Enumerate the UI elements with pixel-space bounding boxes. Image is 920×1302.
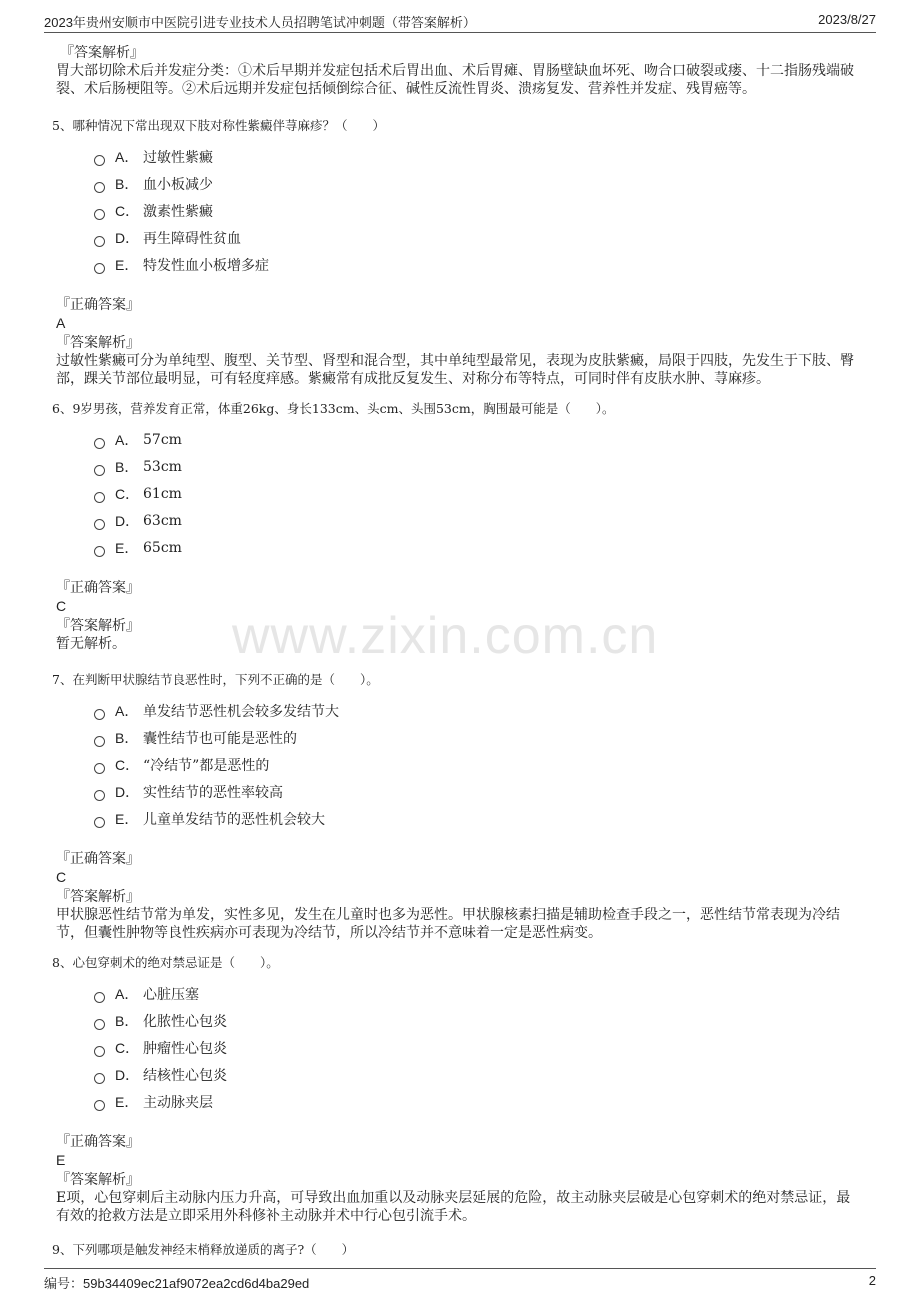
option-a[interactable] — [94, 697, 864, 724]
option-letter: A． — [115, 431, 139, 448]
option-letter: B． — [115, 1012, 139, 1029]
question-block — [52, 1241, 864, 1259]
correct-answer: C — [56, 598, 67, 614]
option-d[interactable] — [94, 778, 864, 805]
radio-icon[interactable] — [94, 465, 105, 476]
option-c[interactable] — [94, 1034, 864, 1061]
option-list — [94, 980, 864, 1115]
option-text: 化脓性心包炎 — [143, 1013, 227, 1030]
analysis-text: 胃大部切除术后并发症分类：①术后早期并发症包括术后胃出血、术后胃瘫、胃肠壁缺血坏死、吻合口破裂或瘘、十二指肠残端破裂、术后肠梗阻等。②术后远期并发症包括倾倒综合征、碱性反流性胃炎、溃疡复发、营养性并发症、残胃癌等。 — [56, 63, 854, 97]
radio-icon[interactable] — [94, 155, 105, 166]
radio-icon[interactable] — [94, 236, 105, 247]
option-a[interactable] — [94, 426, 864, 453]
option-letter: D． — [115, 229, 140, 246]
option-text: “冷结节”都是恶性的 — [143, 757, 270, 774]
intro-analysis-block — [56, 44, 864, 98]
radio-icon[interactable] — [94, 1100, 105, 1111]
page-footer — [44, 1268, 876, 1291]
option-text: 61cm — [143, 485, 182, 502]
correct-answer-label: 『正确答案』 — [56, 851, 140, 867]
option-text: 血小板减少 — [143, 176, 213, 193]
correct-answer: E — [56, 1152, 66, 1168]
option-letter: B． — [115, 175, 139, 192]
option-text: 65cm — [143, 539, 182, 556]
question-text: 7、在判断甲状腺结节良恶性时，下列不正确的是（ ）。 — [52, 672, 379, 687]
option-text: 53cm — [143, 458, 182, 475]
radio-icon[interactable] — [94, 1046, 105, 1057]
option-c[interactable] — [94, 197, 864, 224]
option-letter: A． — [115, 702, 139, 719]
option-text: 儿童单发结节的恶性机会较大 — [143, 811, 325, 828]
watermark: www.zixin.com.cn — [232, 607, 659, 665]
option-text: 心脏压塞 — [143, 986, 199, 1003]
option-text: 单发结节恶性机会较多发结节大 — [143, 703, 339, 720]
correct-answer-label: 『正确答案』 — [56, 1134, 140, 1150]
option-text: 肿瘤性心包炎 — [143, 1040, 227, 1057]
option-letter: C． — [115, 202, 140, 219]
radio-icon[interactable] — [94, 492, 105, 503]
radio-icon[interactable] — [94, 736, 105, 747]
option-letter: D． — [115, 512, 140, 529]
option-d[interactable] — [94, 507, 864, 534]
document-title: 2023年贵州安顺市中医院引进专业技术人员招聘笔试冲刺题（带答案解析） — [44, 15, 476, 30]
analysis-label: 『答案解析』 — [60, 45, 144, 61]
option-text: 57cm — [143, 431, 182, 448]
option-list — [94, 697, 864, 832]
correct-answer: C — [56, 869, 67, 885]
option-b[interactable] — [94, 170, 864, 197]
option-b[interactable] — [94, 724, 864, 751]
radio-icon[interactable] — [94, 790, 105, 801]
correct-answer-label: 『正确答案』 — [56, 580, 140, 596]
radio-icon[interactable] — [94, 763, 105, 774]
option-c[interactable] — [94, 480, 864, 507]
page-header — [44, 10, 876, 33]
option-letter: C． — [115, 485, 140, 502]
option-text: 结核性心包炎 — [143, 1067, 227, 1084]
page-number: 2 — [868, 1273, 876, 1288]
option-letter: B． — [115, 729, 139, 746]
option-text: 主动脉夹层 — [143, 1094, 213, 1111]
radio-icon[interactable] — [94, 519, 105, 530]
option-letter: E． — [115, 539, 139, 556]
radio-icon[interactable] — [94, 263, 105, 274]
option-e[interactable] — [94, 534, 864, 561]
question-block — [52, 117, 864, 388]
radio-icon[interactable] — [94, 209, 105, 220]
option-letter: B． — [115, 458, 139, 475]
option-letter: E． — [115, 810, 139, 827]
question-block — [52, 671, 864, 942]
analysis-label: 『答案解析』 — [56, 889, 140, 905]
option-text: 63cm — [143, 512, 182, 529]
option-letter: D． — [115, 783, 140, 800]
question-text: 8、心包穿刺术的绝对禁忌证是（ ）。 — [52, 955, 279, 970]
option-d[interactable] — [94, 224, 864, 251]
option-letter: D． — [115, 1066, 140, 1083]
analysis-text: 甲状腺恶性结节常为单发，实性多见，发生在儿童时也多为恶性。甲状腺核素扫描是辅助检查手段之一，恶性结节常表现为冷结节，但囊性肿物等良性疾病亦可表现为冷结节，所以冷结节并不意味着一定是恶性病变。 — [56, 907, 840, 941]
analysis-label: 『答案解析』 — [56, 335, 140, 351]
option-text: 激素性紫癜 — [143, 203, 213, 220]
option-text: 特发性血小板增多症 — [143, 257, 269, 274]
radio-icon[interactable] — [94, 992, 105, 1003]
question-text: 9、下列哪项是触发神经末梢释放递质的离子?（ ） — [52, 1242, 355, 1257]
option-list — [94, 426, 864, 561]
page-content — [52, 44, 864, 1259]
option-letter: A． — [115, 985, 139, 1002]
correct-answer-label: 『正确答案』 — [56, 297, 140, 313]
option-text: 囊性结节也可能是恶性的 — [143, 730, 297, 747]
option-c[interactable] — [94, 751, 864, 778]
option-letter: C． — [115, 756, 140, 773]
option-text: 过敏性紫癜 — [143, 149, 213, 166]
option-letter: A． — [115, 148, 139, 165]
question-block — [52, 400, 864, 653]
question-text: 6、9岁男孩，营养发育正常，体重26kg、身长133cm、头cm、头围53cm，胸围最可能是（ ）。 — [52, 401, 615, 416]
option-e[interactable] — [94, 251, 864, 278]
option-letter: E． — [115, 1093, 139, 1110]
radio-icon[interactable] — [94, 817, 105, 828]
radio-icon[interactable] — [94, 546, 105, 557]
radio-icon[interactable] — [94, 1073, 105, 1084]
option-a[interactable] — [94, 980, 864, 1007]
option-d[interactable] — [94, 1061, 864, 1088]
option-e[interactable] — [94, 1088, 864, 1115]
radio-icon[interactable] — [94, 182, 105, 193]
option-text: 再生障碍性贫血 — [143, 230, 241, 247]
analysis-text: E项，心包穿刺后主动脉内压力升高，可导致出血加重以及动脉夹层延展的危险，故主动脉夹层破是心包穿刺术的绝对禁忌证，最有效的抢救方法是立即采用外科修补主动脉并术中行心包引流手术。 — [56, 1190, 851, 1224]
question-block — [52, 954, 864, 1225]
radio-icon[interactable] — [94, 1019, 105, 1030]
option-letter: C． — [115, 1039, 140, 1056]
radio-icon[interactable] — [94, 709, 105, 720]
document-code: 编号：59b34409ec21af9072ea2cd6d4ba29ed — [44, 1276, 310, 1291]
analysis-text: 过敏性紫癜可分为单纯型、腹型、关节型、肾型和混合型，其中单纯型最常见，表现为皮肤紫癜，局限于四肢，先发生于下肢、臀部，踝关节部位最明显，可有轻度痒感。紫癜常有成批反复发生、对称分布等特点，可同时伴有皮肤水肿、荨麻疹。 — [56, 353, 854, 387]
option-b[interactable] — [94, 1007, 864, 1034]
option-letter: E． — [115, 256, 139, 273]
question-text: 5、哪种情况下常出现双下肢对称性紫癜伴荨麻疹？（ ） — [52, 118, 385, 133]
radio-icon[interactable] — [94, 438, 105, 449]
option-e[interactable] — [94, 805, 864, 832]
document-date: 2023/8/27 — [818, 12, 876, 27]
analysis-label: 『答案解析』 — [56, 1172, 140, 1188]
option-b[interactable] — [94, 453, 864, 480]
correct-answer: A — [56, 315, 66, 331]
option-text: 实性结节的恶性率较高 — [143, 784, 283, 801]
analysis-text: 暂无解析。 — [56, 636, 126, 652]
option-list — [94, 143, 864, 278]
analysis-label: 『答案解析』 — [56, 618, 140, 634]
option-a[interactable] — [94, 143, 864, 170]
